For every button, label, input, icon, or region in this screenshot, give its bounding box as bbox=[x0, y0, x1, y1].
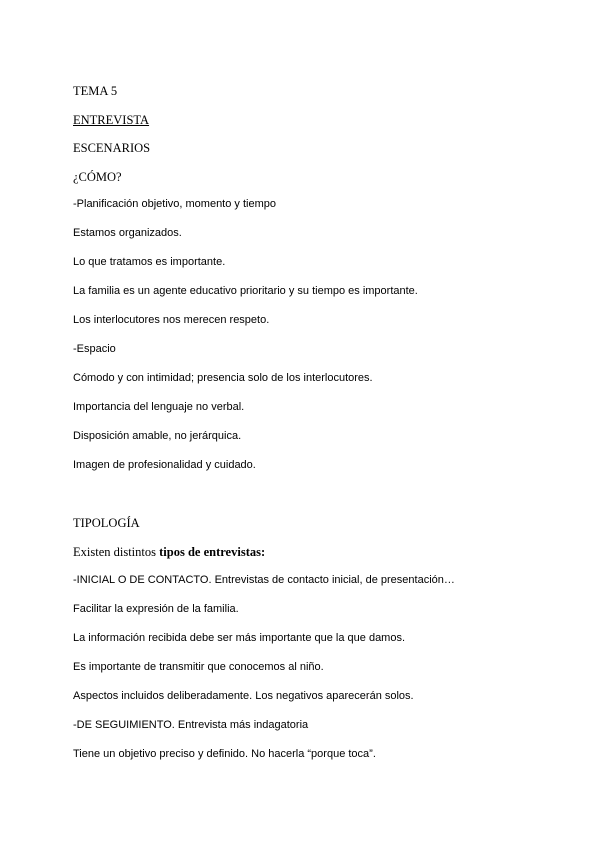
text-line: Importancia del lenguaje no verbal. bbox=[73, 401, 245, 413]
intro-text: Existen distintos bbox=[73, 545, 160, 559]
text-line: Aspectos incluidos deliberadamente. Los negativos aparecerán solos. bbox=[73, 690, 414, 702]
text-line: -Planificación objetivo, momento y tiempo bbox=[73, 198, 276, 210]
text-line: Es importante de transmitir que conocemos al niño. bbox=[73, 661, 324, 673]
text-line: Disposición amable, no jerárquica. bbox=[73, 430, 242, 442]
text-line: Tiene un objetivo preciso y definido. No hacerla “porque toca”. bbox=[73, 748, 376, 760]
text-line: La información recibida debe ser más importante que la que damos. bbox=[73, 632, 406, 644]
text-line: Los interlocutores nos merecen respeto. bbox=[73, 314, 270, 326]
subsection-heading: ESCENARIOS bbox=[73, 141, 151, 155]
typology-heading: TIPOLOGÍA bbox=[73, 516, 140, 530]
question-heading: ¿CÓMO? bbox=[73, 170, 122, 184]
text-line: -INICIAL O DE CONTACTO. Entrevistas de contacto inicial, de presentación… bbox=[73, 574, 455, 586]
text-line: Facilitar la expresión de la familia. bbox=[73, 603, 239, 615]
text-line: Imagen de profesionalidad y cuidado. bbox=[73, 459, 256, 471]
section-title: ENTREVISTA bbox=[73, 113, 150, 127]
intro-line bbox=[73, 545, 265, 560]
text-line: -DE SEGUIMIENTO. Entrevista más indagatoria bbox=[73, 719, 309, 731]
text-line: Cómodo y con intimidad; presencia solo de los interlocutores. bbox=[73, 372, 373, 384]
text-line: La familia es un agente educativo prioritario y su tiempo es importante. bbox=[73, 285, 418, 297]
topic-heading: TEMA 5 bbox=[73, 84, 118, 98]
text-line: -Espacio bbox=[73, 343, 116, 355]
text-line: Estamos organizados. bbox=[73, 227, 182, 239]
intro-bold-text: tipos de entrevistas: bbox=[159, 545, 266, 559]
text-line: Lo que tratamos es importante. bbox=[73, 256, 226, 268]
